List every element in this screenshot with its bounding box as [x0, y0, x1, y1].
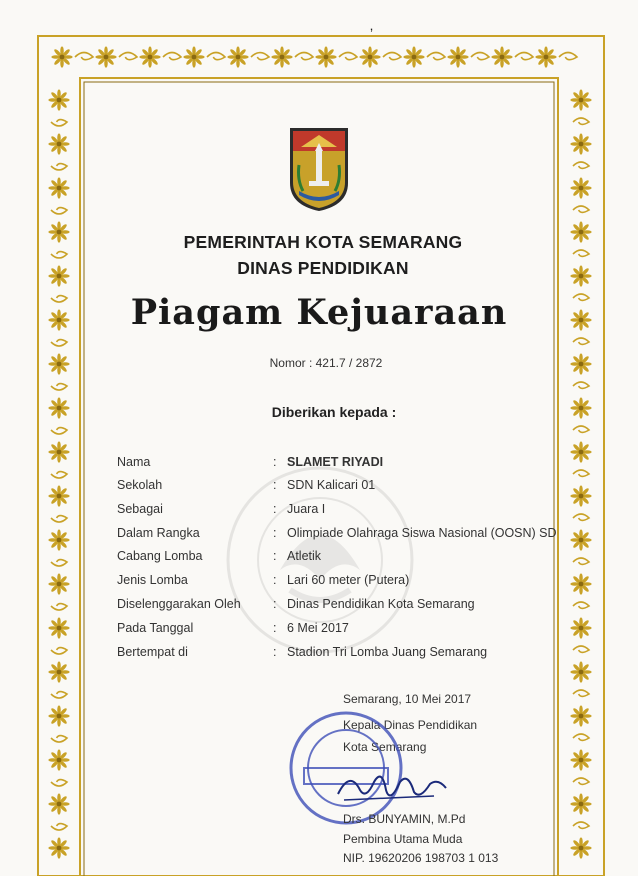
detail-separator: : — [273, 526, 277, 540]
signer-office: Kota Semarang — [343, 740, 427, 754]
detail-label: Sekolah — [117, 478, 163, 492]
detail-label: Nama — [117, 455, 151, 469]
detail-separator: : — [273, 573, 277, 587]
department-name: DINAS PENDIDIKAN — [237, 258, 409, 278]
detail-label: Jenis Lomba — [117, 573, 188, 587]
detail-row-school — [117, 478, 577, 496]
detail-separator: : — [273, 621, 277, 635]
signing-place-date: Semarang, 10 Mei 2017 — [343, 692, 472, 706]
awarded-to-heading: Diberikan kepada : — [271, 404, 397, 420]
detail-label: Cabang Lomba — [117, 549, 203, 563]
detail-value: SDN Kalicari 01 — [287, 478, 376, 492]
detail-row-date — [117, 621, 577, 639]
ink-mark: ʼ — [370, 26, 374, 42]
detail-value: Dinas Pendidikan Kota Semarang — [287, 597, 475, 611]
detail-row-event — [117, 573, 577, 591]
detail-label: Pada Tanggal — [117, 621, 194, 635]
detail-separator: : — [273, 645, 277, 659]
detail-separator: : — [273, 455, 277, 469]
detail-row-rank — [117, 502, 577, 520]
handwritten-signature — [330, 760, 450, 810]
signer-name: Drs. BUNYAMIN, M.Pd — [343, 812, 466, 826]
signer-position: Kepala Dinas Pendidikan — [343, 718, 478, 732]
detail-value: SLAMET RIYADI — [287, 455, 384, 469]
detail-separator: : — [273, 549, 277, 563]
detail-label: Bertempat di — [117, 645, 188, 659]
detail-value: Stadion Tri Lomba Juang Semarang — [287, 645, 488, 659]
government-name: PEMERINTAH KOTA SEMARANG — [183, 232, 463, 252]
detail-value: Lari 60 meter (Putera) — [287, 573, 410, 587]
detail-label: Sebagai — [117, 502, 163, 516]
detail-row-occasion — [117, 526, 577, 544]
detail-row-venue — [117, 645, 577, 663]
detail-value: 6 Mei 2017 — [287, 621, 349, 635]
detail-value: Atletik — [287, 549, 322, 563]
certificate-number: Nomor : 421.7 / 2872 — [269, 356, 383, 370]
certificate-title: Piagam Kejuaraan — [130, 292, 508, 333]
detail-label: Diselenggarakan Oleh — [117, 597, 241, 611]
detail-row-name — [117, 455, 577, 473]
signer-rank: Pembina Utama Muda — [343, 832, 463, 846]
detail-separator: : — [273, 597, 277, 611]
semarang-emblem-icon — [287, 125, 351, 213]
detail-row-organizer — [117, 597, 577, 615]
signer-nip: NIP. 19620206 198703 1 013 — [343, 851, 499, 865]
detail-row-branch — [117, 549, 577, 567]
detail-value: Juara I — [287, 502, 326, 516]
detail-separator: : — [273, 478, 277, 492]
detail-label: Dalam Rangka — [117, 526, 200, 540]
detail-value: Olimpiade Olahraga Siswa Nasional (OOSN) SD — [287, 526, 557, 540]
detail-separator: : — [273, 502, 277, 516]
